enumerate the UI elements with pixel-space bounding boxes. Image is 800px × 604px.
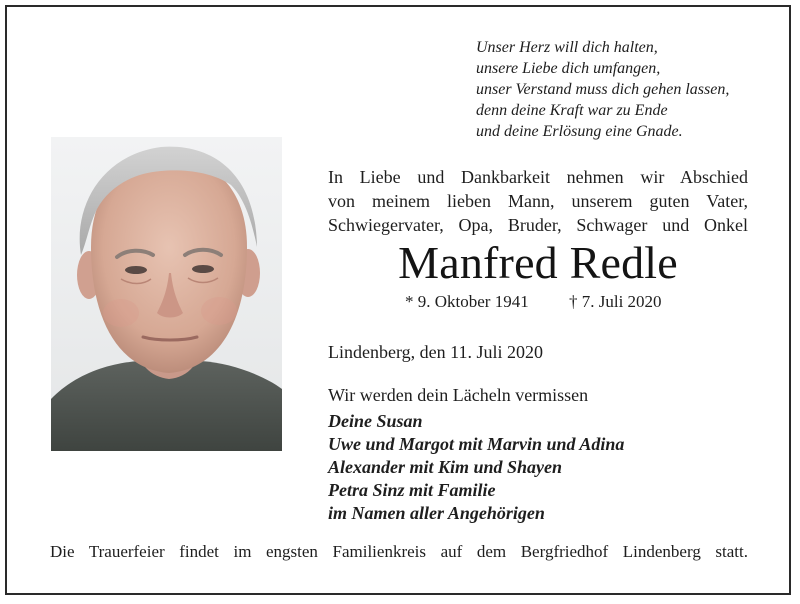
intro-line: Schwiegervater, Opa, Bruder, Schwager und Onkel [328,215,748,235]
place-and-date: Lindenberg, den 11. Juli 2020 [328,342,543,362]
intro-line: In Liebe und Dankbarkeit nehmen wir Abschied [328,167,748,187]
memorial-poem [476,37,729,142]
farewell-intro [328,165,748,237]
poem-line: Unser Herz will dich halten, [476,39,658,56]
poem-line: denn deine Kraft war zu Ende [476,102,668,119]
deceased-name: Manfred Redle [398,237,678,288]
poem-line: unser Verstand muss dich gehen lassen, [476,81,730,98]
birth-date: * 9. Oktober 1941 [405,292,529,311]
poem-line: unsere Liebe dich umfangen, [476,60,661,77]
mourner-line: Petra Sinz mit Familie [328,480,496,500]
mourner-line: Alexander mit Kim und Shayen [328,457,563,477]
death-date: † 7. Juli 2020 [569,292,662,311]
farewell-line: Wir werden dein Lächeln vermissen [328,385,589,405]
portrait-photo [51,137,282,451]
poem-line: und deine Erlösung eine Gnade. [476,123,683,140]
funeral-note: Die Trauerfeier findet im engsten Familienkreis auf dem Bergfriedhof Lindenberg statt. [50,542,748,561]
mourner-line: Deine Susan [328,411,423,431]
portrait-illustration [51,137,282,451]
mourners-list [328,410,624,525]
mourner-line: im Namen aller Angehörigen [328,503,545,523]
mourner-line: Uwe und Margot mit Marvin und Adina [328,434,625,454]
intro-line: von meinem lieben Mann, unserem guten Vater, [328,191,748,211]
